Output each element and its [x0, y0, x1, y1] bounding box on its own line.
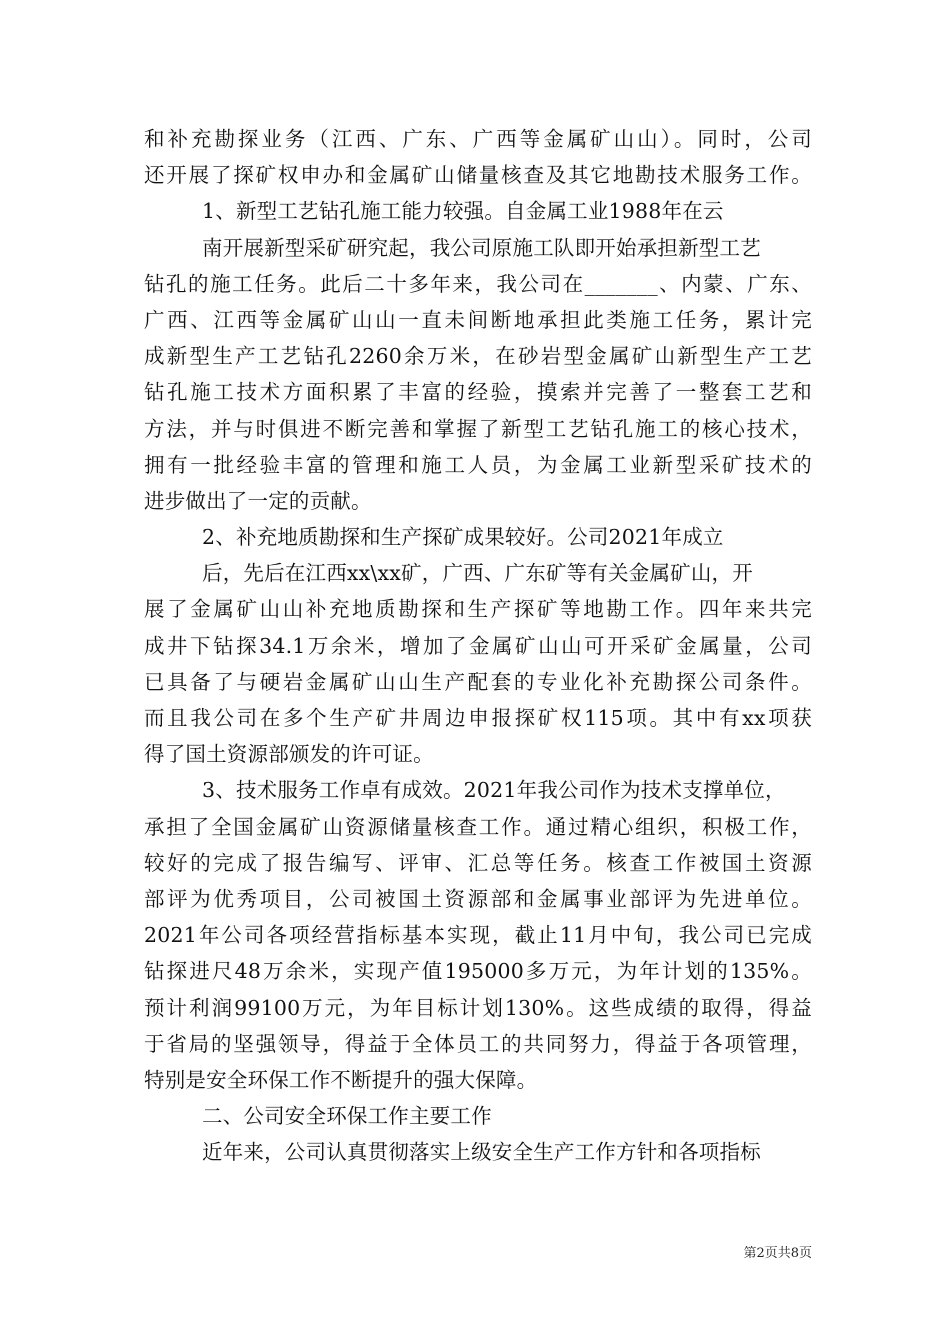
text-line-2: 还开展了探矿权申办和金属矿山储量核查及其它地勘技术服务工作。 [144, 163, 812, 188]
text-line-6: 广西、江西等金属矿山山一直未间断地承担此类施工任务，累计完 [144, 307, 812, 332]
text-line-8: 钻孔施工技术方面积累了丰富的经验，摸索并完善了一整套工艺和 [144, 380, 812, 405]
text-line-20: 承担了全国金属矿山资源储量核查工作。通过精心组织，积极工作， [144, 814, 812, 839]
text-line-3: 1、新型工艺钻孔施工能力较强。自金属工业1988年在云 [202, 199, 724, 224]
text-line-11: 进步做出了一定的贡献。 [144, 488, 372, 513]
text-line-10: 拥有一批经验丰富的管理和施工人员，为金属工业新型采矿技术的 [144, 452, 812, 477]
text-line-25: 预计利润99100万元，为年目标计划130%。这些成绩的取得，得益 [144, 995, 812, 1020]
text-line-17: 而且我公司在多个生产矿井周边申报探矿权115项。其中有xx项获 [144, 706, 812, 730]
text-line-16: 已具备了与硬岩金属矿山山生产配套的专业化补充勘探公司条件。 [144, 669, 812, 694]
text-line-18: 得了国土资源部颁发的许可证。 [144, 742, 434, 767]
text-line-1: 和补充勘探业务（江西、广东、广西等金属矿山山）。同时，公司 [144, 127, 812, 151]
text-line-27: 特别是安全环保工作不断提升的强大保障。 [144, 1067, 538, 1092]
text-line-21: 较好的完成了报告编写、评审、汇总等任务。核查工作被国土资源 [144, 850, 812, 875]
text-line-23: 2021年公司各项经营指标基本实现，截止11月中旬，我公司已完成 [144, 923, 812, 948]
body-text [144, 121, 812, 1170]
text-line-28: 二、公司安全环保工作主要工作 [202, 1104, 492, 1129]
text-line-12: 2、补充地质勘探和生产探矿成果较好。公司2021年成立 [202, 525, 724, 550]
text-line-9: 方法，并与时俱进不断完善和掌握了新型工艺钻孔施工的核心技术， [144, 416, 812, 441]
text-line-29: 近年来，公司认真贯彻落实上级安全生产工作方针和各项指标 [202, 1140, 761, 1165]
text-line-22: 部评为优秀项目，公司被国土资源部和金属事业部评为先进单位。 [144, 886, 812, 911]
text-line-26: 于省局的坚强领导，得益于全体员工的共同努力，得益于各项管理， [144, 1031, 812, 1056]
text-line-13: 后，先后在江西xx\xx矿，广西、广东矿等有关金属矿山，开 [202, 561, 753, 586]
text-line-19: 3、技术服务工作卓有成效。2021年我公司作为技术支撑单位， [202, 778, 786, 803]
text-line-7: 成新型生产工艺钻孔2260余万米，在砂岩型金属矿山新型生产工艺 [144, 344, 812, 369]
text-line-24: 钻探进尺48万余米，实现产值195000多万元，为年计划的135%。 [144, 959, 812, 984]
text-line-4: 南开展新型采矿研究起，我公司原施工队即开始承担新型工艺 [202, 235, 761, 260]
text-line-14: 展了金属矿山山补充地质勘探和生产探矿等地勘工作。四年来共完 [144, 597, 812, 622]
page-number: 第2页共8页 [743, 1246, 812, 1261]
text-line-15: 成井下钻探34.1万余米，增加了金属矿山山可开采矿金属量，公司 [144, 633, 812, 658]
text-line-5: 钻孔的施工任务。此后二十多年来，我公司在_______、内蒙、广东、 [144, 271, 812, 296]
